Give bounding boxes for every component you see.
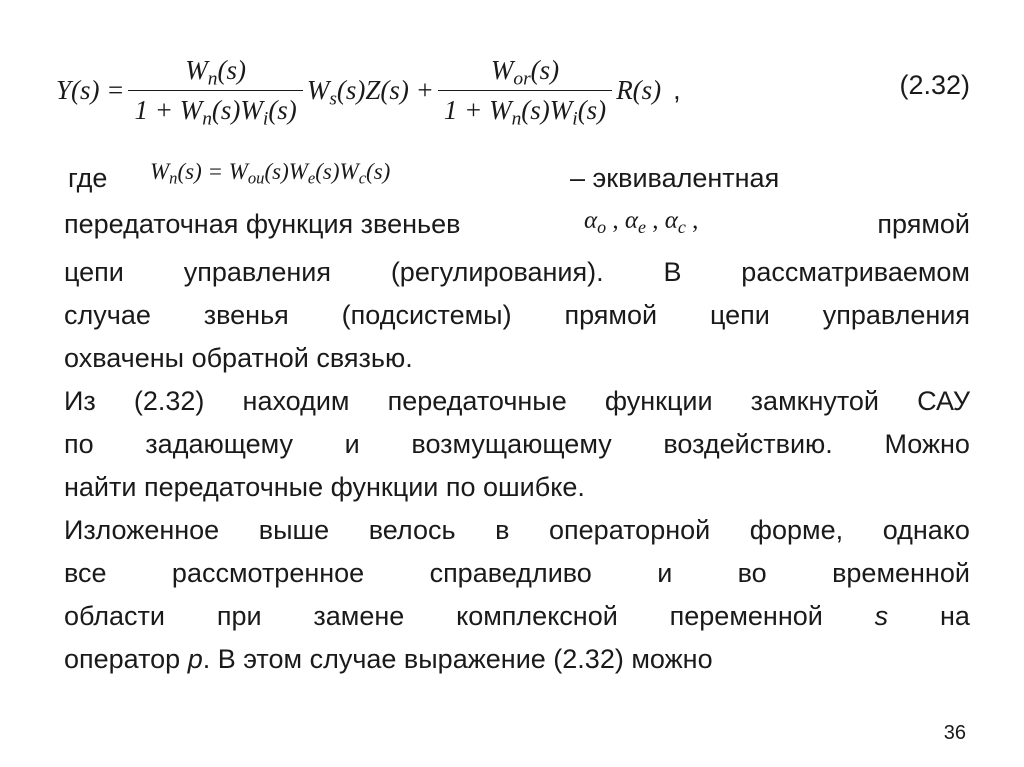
word: Изложенное bbox=[64, 515, 220, 545]
word: рассматриваемом bbox=[741, 257, 970, 287]
fraction-2-denominator: $1 + W_n(s)W_i(s)$ bbox=[438, 90, 612, 126]
word: прямой bbox=[564, 300, 658, 330]
word: (подсистемы) bbox=[341, 300, 512, 330]
variable-p: p bbox=[187, 644, 203, 674]
word: однако bbox=[882, 515, 970, 545]
word: управления bbox=[183, 257, 331, 287]
paragraph-3 bbox=[64, 509, 970, 681]
equation-number: (2.32) bbox=[899, 70, 970, 100]
word: замкнутой bbox=[750, 386, 880, 416]
word: В bbox=[663, 257, 682, 287]
equation-lhs: Y(s) = bbox=[56, 74, 125, 105]
word: Из bbox=[64, 386, 96, 416]
word: комплексной bbox=[456, 601, 618, 631]
word: справедливо bbox=[429, 558, 592, 588]
fraction-2-numerator: $W_{or}(s)$ bbox=[490, 54, 560, 89]
word: Можно bbox=[884, 429, 970, 459]
paragraph-2-line-1 bbox=[64, 380, 970, 423]
word: находим bbox=[242, 386, 350, 416]
word: возмущающему bbox=[411, 429, 612, 459]
paragraph-3-line-2 bbox=[64, 552, 970, 595]
word: в bbox=[495, 515, 510, 545]
word: случае bbox=[64, 300, 151, 330]
paragraph-2-line-2 bbox=[64, 423, 970, 466]
word: временной bbox=[832, 558, 970, 588]
word: переменной bbox=[669, 601, 823, 631]
paragraph-1-last-line: охвачены обратной связью. bbox=[64, 343, 413, 373]
paragraph-3-line-3 bbox=[64, 595, 970, 638]
alpha-symbols: $\alpha_o$ , $\alpha_e$ , $\alpha_c$ , bbox=[584, 207, 699, 238]
word: звенья bbox=[203, 300, 289, 330]
variable-s: s bbox=[874, 601, 889, 631]
word: форме, bbox=[749, 515, 844, 545]
word: (регулирования). bbox=[390, 257, 604, 287]
word: управления bbox=[822, 300, 970, 330]
paragraph-1-line-1 bbox=[64, 251, 970, 294]
word: передаточные bbox=[387, 386, 567, 416]
word: и bbox=[657, 558, 673, 588]
paragraph-1 bbox=[64, 251, 970, 380]
word: на bbox=[939, 601, 970, 631]
fraction-1 bbox=[128, 54, 302, 129]
where-formula: $W_n(s) = W_{ou}(s)W_e(s)W_c(s)$ bbox=[150, 159, 391, 188]
tf-end-word: прямой bbox=[877, 209, 970, 239]
word: замене bbox=[313, 601, 405, 631]
paragraph-3-line-1 bbox=[64, 509, 970, 552]
tf-text: передаточная функция звеньев bbox=[64, 209, 461, 239]
equation-2-32 bbox=[56, 44, 976, 136]
word: области bbox=[64, 601, 165, 631]
word: САУ bbox=[917, 386, 970, 416]
paragraph-2-last-line: найти передаточные функции по ошибке. bbox=[64, 472, 585, 502]
word: при bbox=[216, 601, 262, 631]
word: (2.32) bbox=[133, 386, 205, 416]
fraction-2 bbox=[438, 54, 612, 129]
word: цепи bbox=[709, 300, 770, 330]
word: выше bbox=[258, 515, 330, 545]
word: рассмотренное bbox=[171, 558, 365, 588]
page-number: 36 bbox=[943, 722, 966, 744]
where-word: где bbox=[68, 163, 108, 193]
where-line bbox=[64, 157, 970, 200]
paragraph-1-line-2 bbox=[64, 294, 970, 337]
equation-comma: , bbox=[673, 74, 681, 105]
word: функции bbox=[604, 386, 713, 416]
word: воздействию. bbox=[663, 429, 833, 459]
word: во bbox=[737, 558, 767, 588]
fraction-1-numerator: $W_n(s)$ bbox=[185, 54, 246, 89]
word: все bbox=[64, 558, 107, 588]
word: и bbox=[344, 429, 360, 459]
word: операторной bbox=[549, 515, 711, 545]
paragraph-3-last-line: оператор p. В этом случае выражение (2.32) можно bbox=[64, 644, 713, 674]
fraction-1-denominator: $1 + W_n(s)W_i(s)$ bbox=[128, 90, 302, 126]
word: по bbox=[64, 429, 94, 459]
equation-middle: $W_s(s)Z(s)$ + bbox=[306, 74, 434, 109]
transfer-function-line bbox=[64, 207, 970, 250]
where-tail: – эквивалентная bbox=[570, 163, 780, 193]
paragraph-2 bbox=[64, 380, 970, 509]
word: велось bbox=[368, 515, 456, 545]
equation-rhs-end: R(s) bbox=[616, 74, 662, 105]
word: задающему bbox=[145, 429, 294, 459]
word: цепи bbox=[64, 257, 124, 287]
